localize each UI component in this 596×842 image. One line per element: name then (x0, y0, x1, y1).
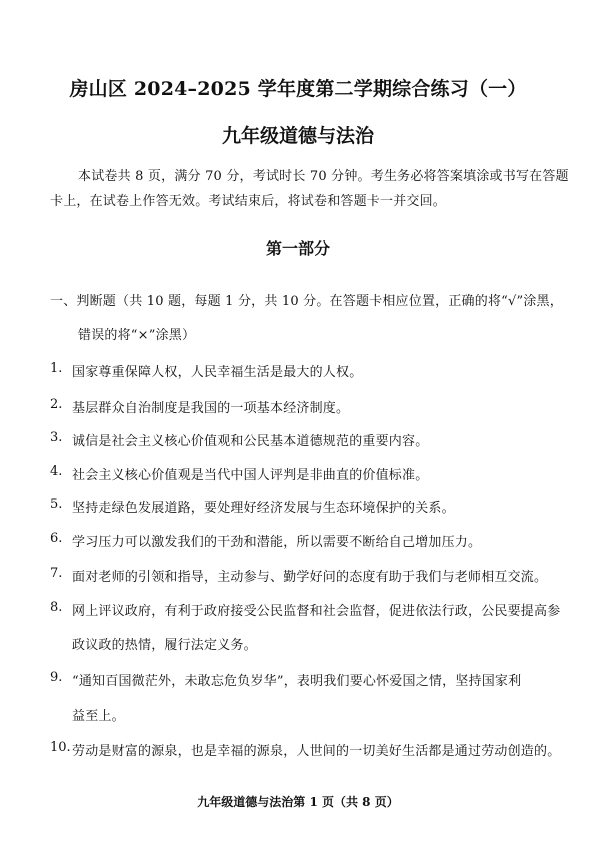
question-text: 社会主义核心价值观是当代中国人评判是非曲直的价值标准。 (72, 468, 429, 483)
question-text-continued: 政议政的热情，履行法定义务。 (72, 638, 257, 653)
question-number: 3. (50, 430, 63, 445)
question-text: 诚信是社会主义核心价值观和公民基本道德规范的重要内容。 (72, 434, 429, 449)
question-text: 国家尊重保障人权，人民幸福生活是最大的人权。 (72, 365, 363, 380)
question-number: 7. (50, 566, 63, 581)
question-number: 6. (50, 531, 63, 546)
notice-line-1: 本试卷共 8 页，满分 70 分，考试时长 70 分钟。考生务必将答案填涂或书写在答题 (78, 169, 569, 184)
section-heading-line-2: 错误的将“×”涂黑） (78, 328, 196, 343)
question-number: 2. (50, 397, 63, 412)
notice-line-2: 卡上，在试卷上作答无效。考试结束后，将试卷和答题卡一并交回。 (50, 194, 447, 209)
question-text-continued: 益至上。 (72, 709, 125, 724)
subject-title: 九年级道德与法治 (221, 125, 374, 147)
question-number: 5. (50, 497, 63, 512)
part-title: 第一部分 (265, 239, 330, 258)
question-number: 4. (50, 464, 63, 479)
question-number: 9. (50, 670, 63, 685)
question-text: 劳动是财富的源泉，也是幸福的源泉，人世间的一切美好生活都是通过劳动创造的。 (72, 744, 561, 759)
exam-title: 房山区 2024–2025 学年度第二学期综合练习（一） (69, 78, 527, 100)
page-footer: 九年级道德与法治第 1 页（共 8 页） (197, 795, 399, 809)
question-text: 学习压力可以激发我们的干劲和潜能，所以需要不断给自己增加压力。 (72, 535, 482, 550)
section-heading-line-1: 一、判断题（共 10 题，每题 1 分，共 10 分。在答题卡相应位置，正确的将“√”涂黑， (50, 294, 563, 309)
question-text: 坚持走绿色发展道路，要处理好经济发展与生态环境保护的关系。 (72, 501, 455, 516)
question-number: 10. (50, 740, 71, 755)
question-text: 基层群众自治制度是我国的一项基本经济制度。 (72, 401, 350, 416)
question-text: 面对老师的引领和指导，主动参与、勤学好问的态度有助于我们与老师相互交流。 (72, 570, 548, 585)
question-text: “通知百国微茫外，未敢忘危负岁华”，表明我们要心怀爱国之情，坚持国家利 (72, 674, 522, 689)
question-number: 1. (50, 361, 63, 376)
question-text: 网上评议政府，有利于政府接受公民监督和社会监督，促进依法行政，公民要提高参 (72, 604, 561, 619)
question-number: 8. (50, 600, 63, 615)
